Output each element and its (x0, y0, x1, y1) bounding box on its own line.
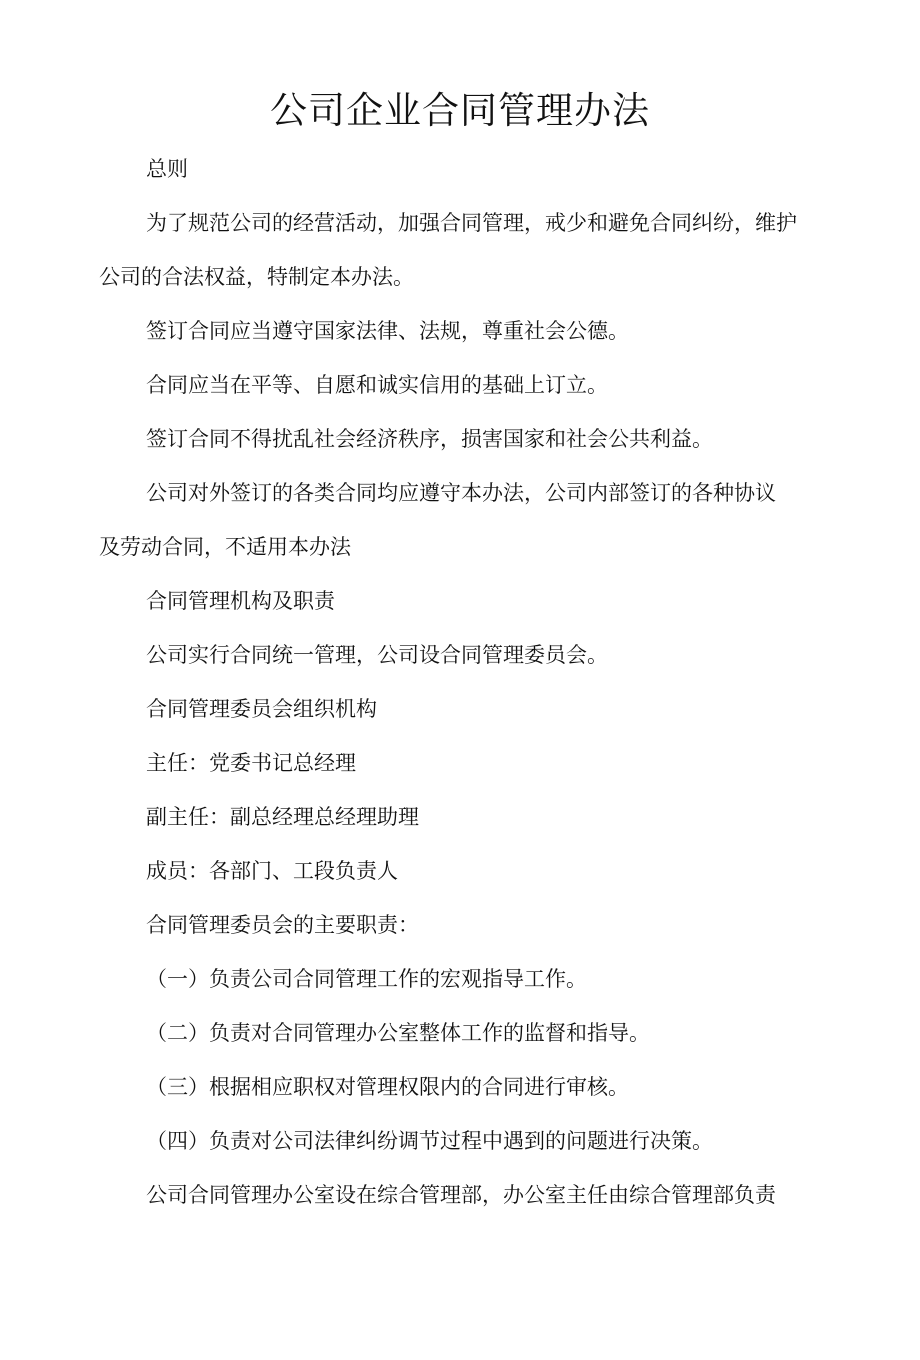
paragraph-line: 公司实行合同统一管理，公司设合同管理委员会。 (146, 643, 608, 667)
paragraph-line: 副主任：副总经理总经理助理 (146, 805, 419, 829)
paragraph-line: 签订合同不得扰乱社会经济秩序，损害国家和社会公共利益。 (146, 427, 713, 451)
paragraph-line: 公司合同管理办公室设在综合管理部，办公室主任由综合管理部负责 (146, 1183, 776, 1207)
paragraph-line: 合同应当在平等、自愿和诚实信用的基础上订立。 (146, 373, 608, 397)
paragraph-line: 合同管理委员会的主要职责： (146, 913, 419, 937)
paragraph-line: 成员：各部门、工段负责人 (146, 859, 398, 883)
document-title: 公司企业合同管理办法 (270, 89, 650, 132)
paragraph-line: 为了规范公司的经营活动，加强合同管理，戒少和避免合同纠纷，维护 (146, 211, 797, 235)
paragraph-line: 签订合同应当遵守国家法律、法规，尊重社会公德。 (146, 319, 629, 343)
paragraph-line: 合同管理委员会组织机构 (146, 697, 377, 721)
paragraph-line: 公司的合法权益，特制定本办法。 (99, 265, 414, 289)
list-item: （四）负责对公司法律纠纷调节过程中遇到的问题进行决策。 (146, 1129, 713, 1153)
section-heading-organization: 合同管理机构及职责 (146, 589, 335, 613)
list-item: （二）负责对合同管理办公室整体工作的监督和指导。 (146, 1021, 650, 1045)
paragraph-line: 及劳动合同，不适用本办法 (99, 535, 351, 559)
list-item: （三）根据相应职权对管理权限内的合同进行审核。 (146, 1075, 629, 1099)
section-heading-general: 总则 (146, 157, 188, 181)
paragraph-line: 主任：党委书记总经理 (146, 751, 356, 775)
paragraph-line: 公司对外签订的各类合同均应遵守本办法，公司内部签订的各种协议 (146, 481, 776, 505)
list-item: （一）负责公司合同管理工作的宏观指导工作。 (146, 967, 587, 991)
